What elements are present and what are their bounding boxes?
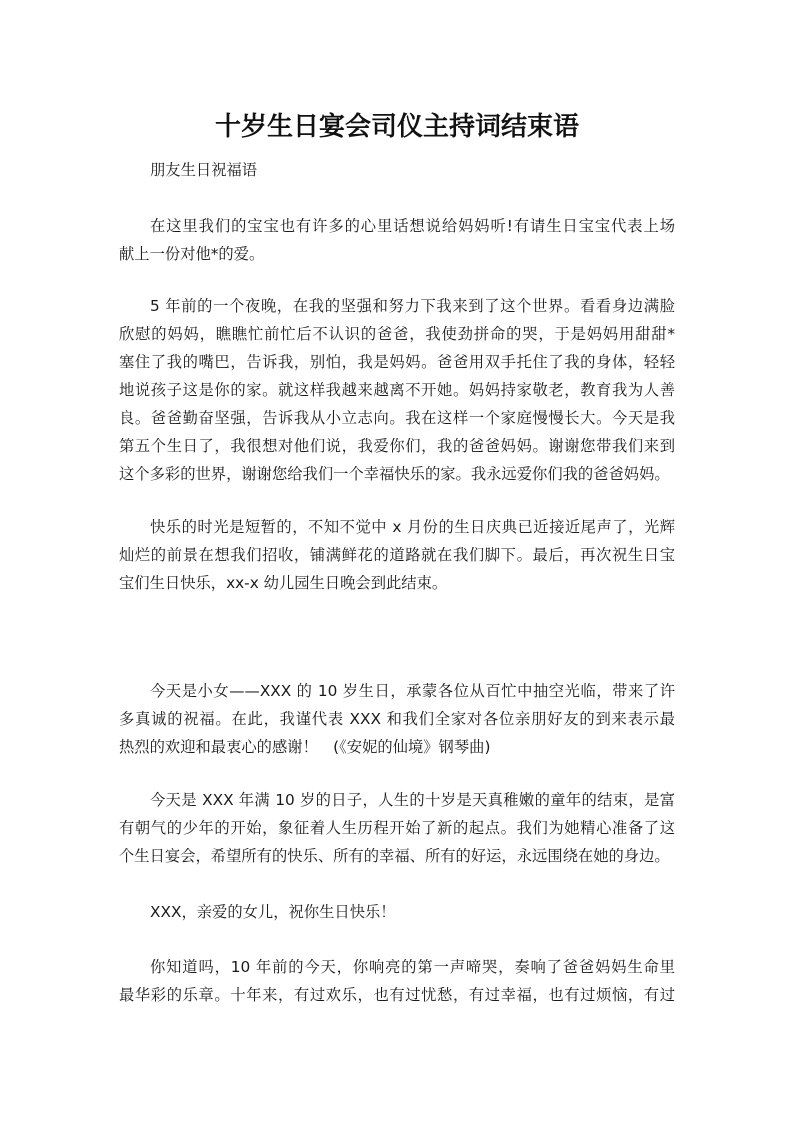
paragraph-greeting-heading (119, 156, 675, 184)
text-line: 宝们生日快乐，xx-x 幼儿园生日晚会到此结束。 (119, 574, 448, 592)
text-line: 在这里我们的宝宝也有许多的心里话想说给妈妈听!有请生日宝宝代表上场 (150, 217, 675, 235)
text-line: 5 年前的一个夜晚，在我的坚强和努力下我来到了这个世界。看看身边满脸 (150, 297, 675, 315)
text-line: 个生日宴会，希望所有的快乐、所有的幸福、所有的好运，永远围绕在她的身边。 (119, 847, 670, 865)
text-line: 良。爸爸勤奋坚强，告诉我从小立志向。我在这样一个家庭慢慢长大。今天是我 (119, 409, 675, 427)
paragraph-five-years (119, 292, 675, 488)
document-title: 十岁生日宴会司仪主持词结束语 (214, 112, 579, 142)
text-line: 热烈的欢迎和最衷心的感谢！ (《安妮的仙境》钢琴曲) (119, 738, 491, 756)
text-line: 这个多彩的世界，谢谢您给我们一个幸福快乐的家。我永远爱你们我的爸爸妈妈。 (119, 465, 670, 483)
paragraph-invite (119, 212, 675, 268)
text-line: 你知道吗，10 年前的今天，你响亮的第一声啼哭，奏响了爸爸妈妈生命里 (150, 958, 675, 976)
text-line: 灿烂的前景在想我们招收，铺满鲜花的道路就在我们脚下。最后，再次祝生日宝 (119, 546, 675, 564)
text-line: 欣慰的妈妈，瞧瞧忙前忙后不认识的爸爸，我使劲拼命的哭，于是妈妈用甜甜* (119, 325, 675, 343)
paragraph-wish (119, 898, 675, 926)
text-line: 有朝气的少年的开始，象征着人生历程开始了新的起点。我们为她精心准备了这 (119, 819, 675, 837)
text-line: 今天是小女——XXX 的 10 岁生日，承蒙各位从百忙中抽空光临，带来了许 (150, 682, 675, 700)
paragraph-do-you-know (119, 953, 675, 1009)
text-line: 第五个生日了，我很想对他们说，我爱你们，我的爸爸妈妈。谢谢您带我们来到 (119, 437, 675, 455)
text-line: 地说孩子这是你的家。就这样我越来越离不开她。妈妈持家敬老，教育我为人善 (119, 381, 675, 399)
paragraph-closing (119, 513, 675, 597)
text-line: 朋友生日祝福语 (150, 161, 258, 179)
text-line: 塞住了我的嘴巴，告诉我，别怕，我是妈妈。爸爸用双手托住了我的身体，轻轻 (119, 353, 675, 371)
text-line: XXX，亲爱的女儿，祝你生日快乐！ (150, 903, 396, 921)
paragraph-ten-years (119, 786, 675, 870)
text-line: 快乐的时光是短暂的，不知不觉中 x 月份的生日庆典已近接近尾声了，光辉 (150, 518, 675, 536)
text-line: 多真诚的祝福。在此，我谨代表 XXX 和我们全家对各位亲朋好友的到来表示最 (119, 710, 675, 728)
text-line: 最华彩的乐章。十年来，有过欢乐，也有过忧愁，有过幸福，也有过烦恼，有过 (119, 986, 675, 1004)
text-line: 献上一份对他*的爱。 (119, 245, 265, 263)
paragraph-welcome (119, 677, 675, 761)
text-line: 今天是 XXX 年满 10 岁的日子，人生的十岁是天真稚嫩的童年的结束，是富 (150, 791, 675, 809)
